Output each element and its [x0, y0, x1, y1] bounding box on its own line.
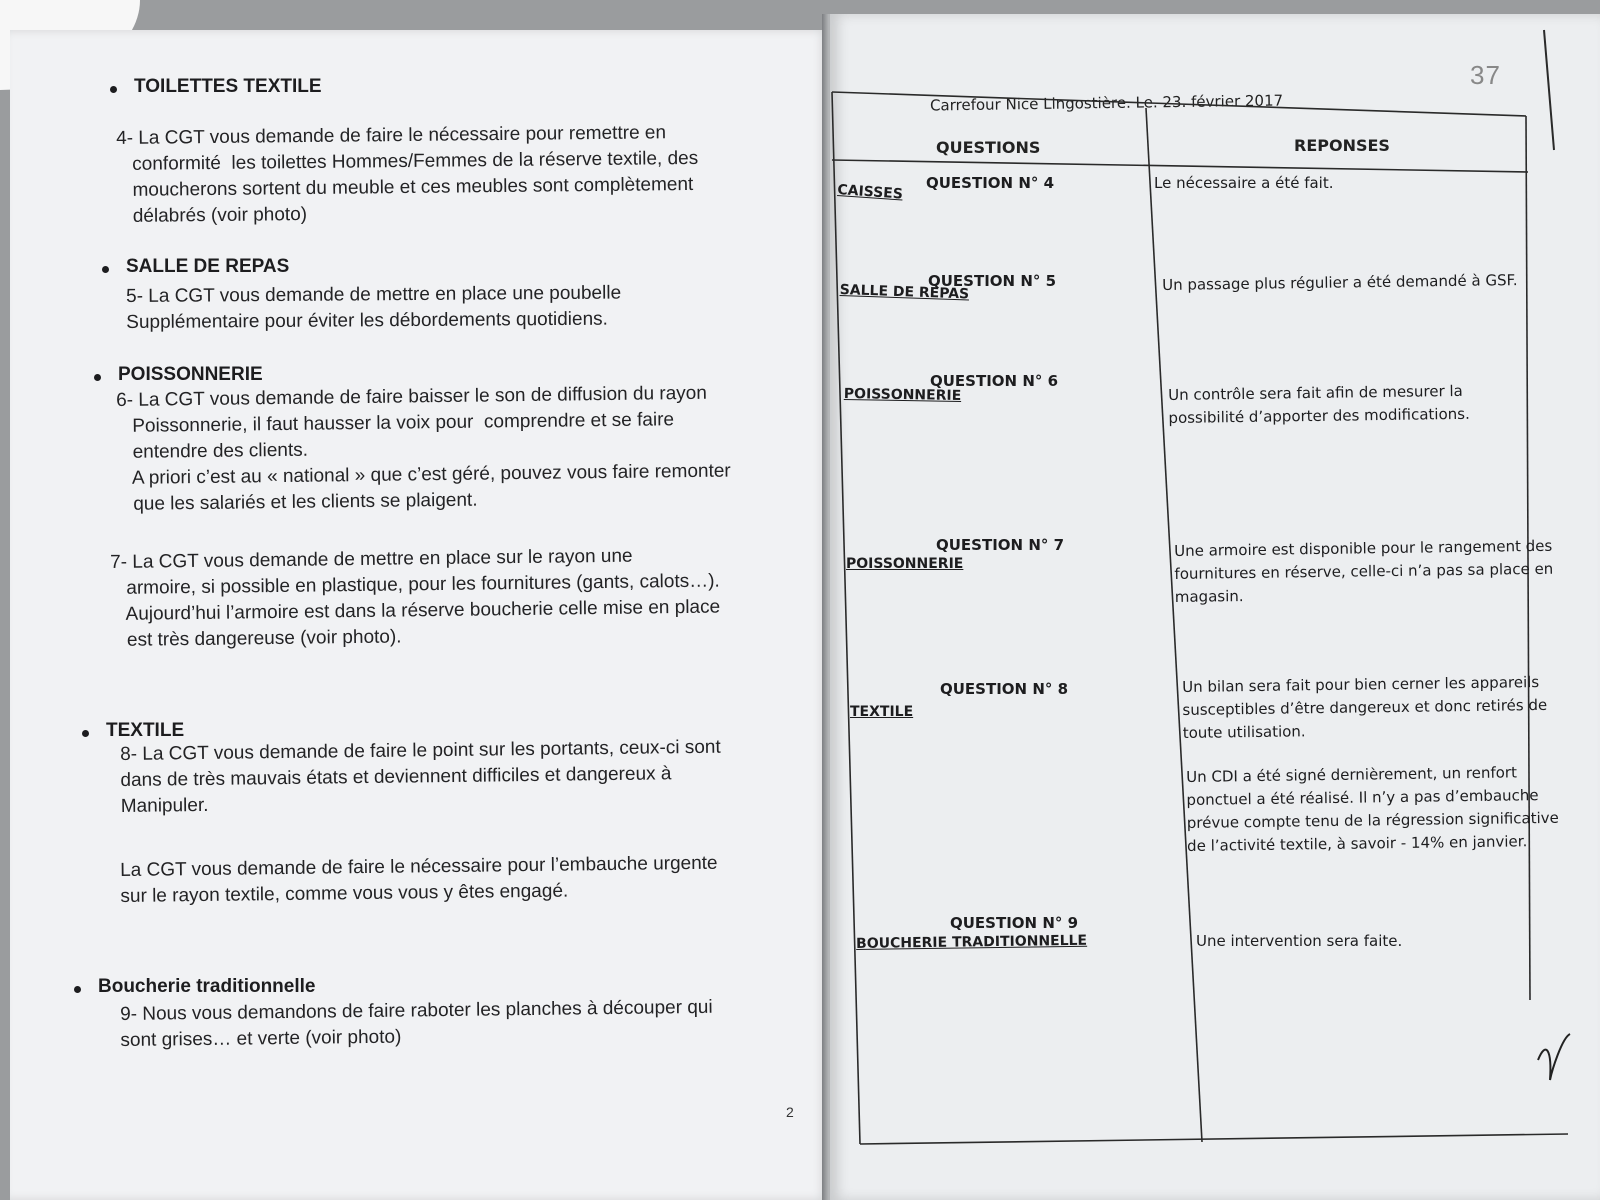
paragraph-question-4: 4- La CGT vous demande de faire le nécessaire pour remettre en conformité les toilettes Hommes/Femmes de la réserve textile, des moucherons sortent du meuble et ces meubles sont complètement délabrés (voir photo) — [116, 122, 699, 227]
table-bottom-border — [860, 1134, 1568, 1144]
table-left-border — [832, 92, 860, 1144]
question-label-7: QUESTION N° 7 — [936, 536, 1065, 554]
column-header-questions: QUESTIONS — [936, 138, 1041, 157]
paragraph-question-8: 8- La CGT vous demande de faire le point sur les portants, ceux-ci sont dans de très mauvais états et deviennent difficiles et dangereux à Manipuler. — [120, 736, 721, 817]
question-section-poissonnerie-7: POISSONNERIE — [846, 556, 964, 572]
paragraph-question-9: 9- Nous vous demandons de faire raboter les planches à découper qui sont grises… et verte (voir photo) — [120, 996, 713, 1051]
page-number-right: 37 — [1470, 60, 1501, 90]
column-header-reponses: REPONSES — [1294, 136, 1390, 155]
question-section-textile: TEXTILE — [850, 704, 914, 720]
document-header: Carrefour Nice Lingostière. Le. 23. février 2017 — [929, 91, 1284, 115]
question-section-boucherie-traditionnelle: BOUCHERIE TRADITIONNELLE — [856, 932, 1088, 952]
section-heading-boucherie-traditionnelle: Boucherie traditionnelle — [98, 976, 316, 997]
answer-embauche-textile: Un CDI a été signé dernièrement, un renfort ponctuel a été réalisé. Il n’y a pas d’embauche prévue compte tenu de la régression significative de l’activité textile, à savoir - 14% en janvier. — [1186, 763, 1559, 855]
answer-question-9: Une intervention sera faite. — [1196, 932, 1403, 950]
paragraph-question-7: 7- La CGT vous demande de mettre en place sur le rayon une armoire, si possible en plastique, pour les fournitures (gants, calots…). Aujourd’hui l’armoire est dans la réserve boucherie celle mise en place est très dangereuse (voir photo). — [110, 545, 721, 651]
table-header-divider — [832, 160, 1528, 172]
question-label-8: QUESTION N° 8 — [940, 680, 1069, 698]
paragraph-embauche-textile: La CGT vous demande de faire le nécessaire pour l’embauche urgente sur le rayon textile, comme vous vous y êtes engagé. — [120, 852, 718, 907]
section-heading-textile: TEXTILE — [106, 720, 185, 741]
question-label-9: QUESTION N° 9 — [950, 914, 1079, 932]
paragraph-question-5: 5- La CGT vous demande de mettre en place une poubelle Supplémentaire pour éviter les débordements quotidiens. — [126, 282, 622, 333]
paragraph-question-6: 6- La CGT vous demande de faire baisser le son de diffusion du rayon Poissonnerie, il faut hausser la voix pour comprendre et se faire entendre des clients. A priori c’est au « national » que c’est géré, pouvez vous faire remonter que les salariés et les clients se plaigent. — [116, 382, 731, 515]
answer-question-4: Le nécessaire a été fait. — [1154, 174, 1334, 192]
question-label-6: QUESTION N° 6 — [930, 372, 1059, 390]
section-heading-toilettes-textile: TOILETTES TEXTILE — [134, 76, 322, 97]
question-section-salle-de-repas: SALLE DE REPAS — [839, 282, 970, 303]
answer-question-5: Un passage plus régulier a été demandé à GSF. — [1162, 271, 1518, 294]
page-number-left: 2 — [786, 1104, 794, 1120]
table-column-divider — [1146, 108, 1202, 1142]
answer-question-7: Une armoire est disponible pour le rangement des fournitures en réserve, celle-ci n’a pas sa place en magasin. — [1174, 536, 1554, 606]
section-heading-poissonnerie: POISSONNERIE — [118, 364, 263, 385]
signature-mark — [1538, 1034, 1570, 1080]
section-heading-salle-de-repas: SALLE DE REPAS — [126, 256, 290, 277]
table-top-border — [832, 92, 1526, 116]
question-section-poissonnerie-6: POISSONNERIE — [843, 386, 962, 405]
question-section-caisses: CAISSES — [836, 182, 904, 203]
answer-question-8: Un bilan sera fait pour bien cerner les appareils susceptibles d’être dangereux et donc retirés de toute utilisation. — [1182, 673, 1548, 742]
question-label-5: QUESTION N° 5 — [928, 272, 1057, 290]
question-label-4: QUESTION N° 4 — [926, 174, 1055, 192]
answer-question-6: Un contrôle sera fait afin de mesurer la possibilité d’apporter des modifications. — [1168, 381, 1470, 427]
page-edge-mark — [1544, 30, 1554, 150]
